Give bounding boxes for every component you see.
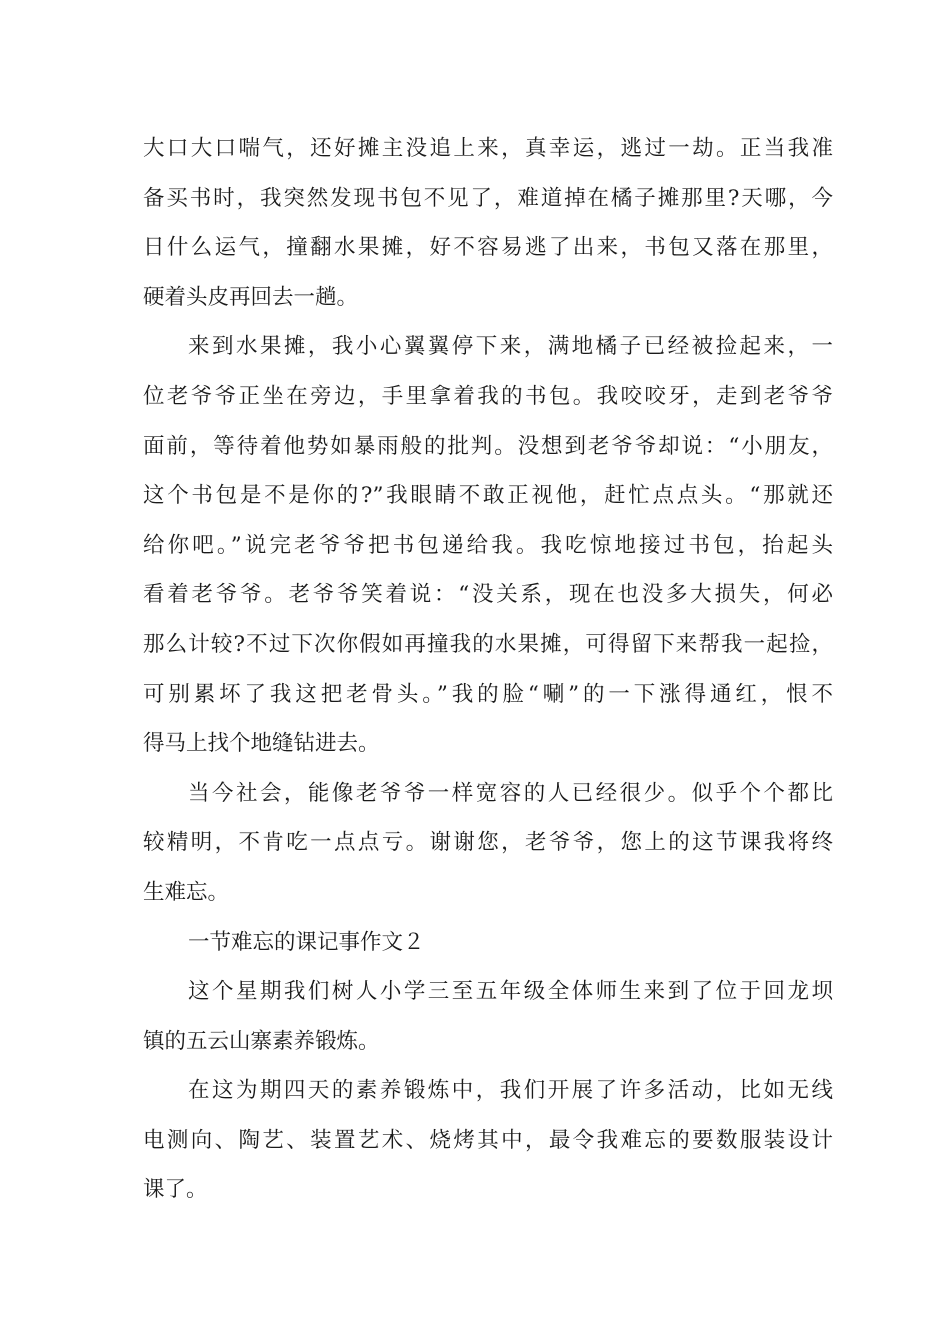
text-line: 看着老爷爷。老爷爷笑着说：“没关系，现在也没多大损失，何必 (143, 582, 833, 608)
text-line: 镇的五云山寨素养锻炼。 (143, 1028, 380, 1054)
text-line: 当今社会，能像老爷爷一样宽容的人已经很少。似乎个个都比 (188, 780, 833, 806)
text-line: 这个书包是不是你的?”我眼睛不敢正视他，赶忙点点头。“那就还 (143, 483, 833, 509)
text-line: 给你吧。”说完老爷爷把书包递给我。我吃惊地接过书包，抬起头 (143, 532, 833, 558)
document-page (143, 124, 833, 1215)
text-line: 得马上找个地缝钻进去。 (143, 731, 380, 757)
text-line: 面前，等待着他势如暴雨般的批判。没想到老爷爷却说：“小朋友， (143, 433, 833, 459)
text-line: 课了。 (143, 1177, 208, 1203)
paragraph-3 (143, 769, 833, 918)
section-heading (143, 918, 833, 968)
paragraph-1 (143, 124, 833, 322)
paragraph-5 (143, 967, 833, 1066)
text-line: 这个星期我们树人小学三至五年级全体师生来到了位于回龙坝 (188, 979, 833, 1005)
text-line: 电测向、陶艺、装置艺术、烧烤其中，最令我难忘的要数服装设计 (143, 1127, 833, 1153)
text-line: 在这为期四天的素养锻炼中，我们开展了许多活动，比如无线 (188, 1078, 833, 1104)
text-line: 大口大口喘气，还好摊主没追上来，真幸运，逃过一劫。正当我准 (143, 136, 833, 161)
text-line: 那么计较?不过下次你假如再撞我的水果摊，可得留下来帮我一起捡， (143, 631, 833, 657)
text-line: 来到水果摊，我小心翼翼停下来，满地橘子已经被捡起来，一 (188, 334, 833, 360)
text-line: 硬着头皮再回去一趟。 (143, 284, 359, 310)
text-line: 位老爷爷正坐在旁边，手里拿着我的书包。我咬咬牙，走到老爷爷 (143, 383, 833, 409)
paragraph-6 (143, 1066, 833, 1215)
heading-text: 一节难忘的课记事作文２ (188, 929, 425, 955)
text-line: 较精明，不肯吃一点点亏。谢谢您，老爷爷，您上的这节课我将终 (143, 830, 833, 856)
paragraph-2 (143, 322, 833, 768)
text-line: 日什么运气，撞翻水果摊，好不容易逃了出来，书包又落在那里， (143, 235, 833, 261)
text-line: 生难忘。 (143, 879, 230, 905)
text-line: 可别累坏了我这把老骨头。”我的脸“唰”的一下涨得通红，恨不 (143, 681, 833, 707)
text-line: 备买书时，我突然发现书包不见了，难道掉在橘子摊那里?天哪，今 (143, 185, 833, 211)
